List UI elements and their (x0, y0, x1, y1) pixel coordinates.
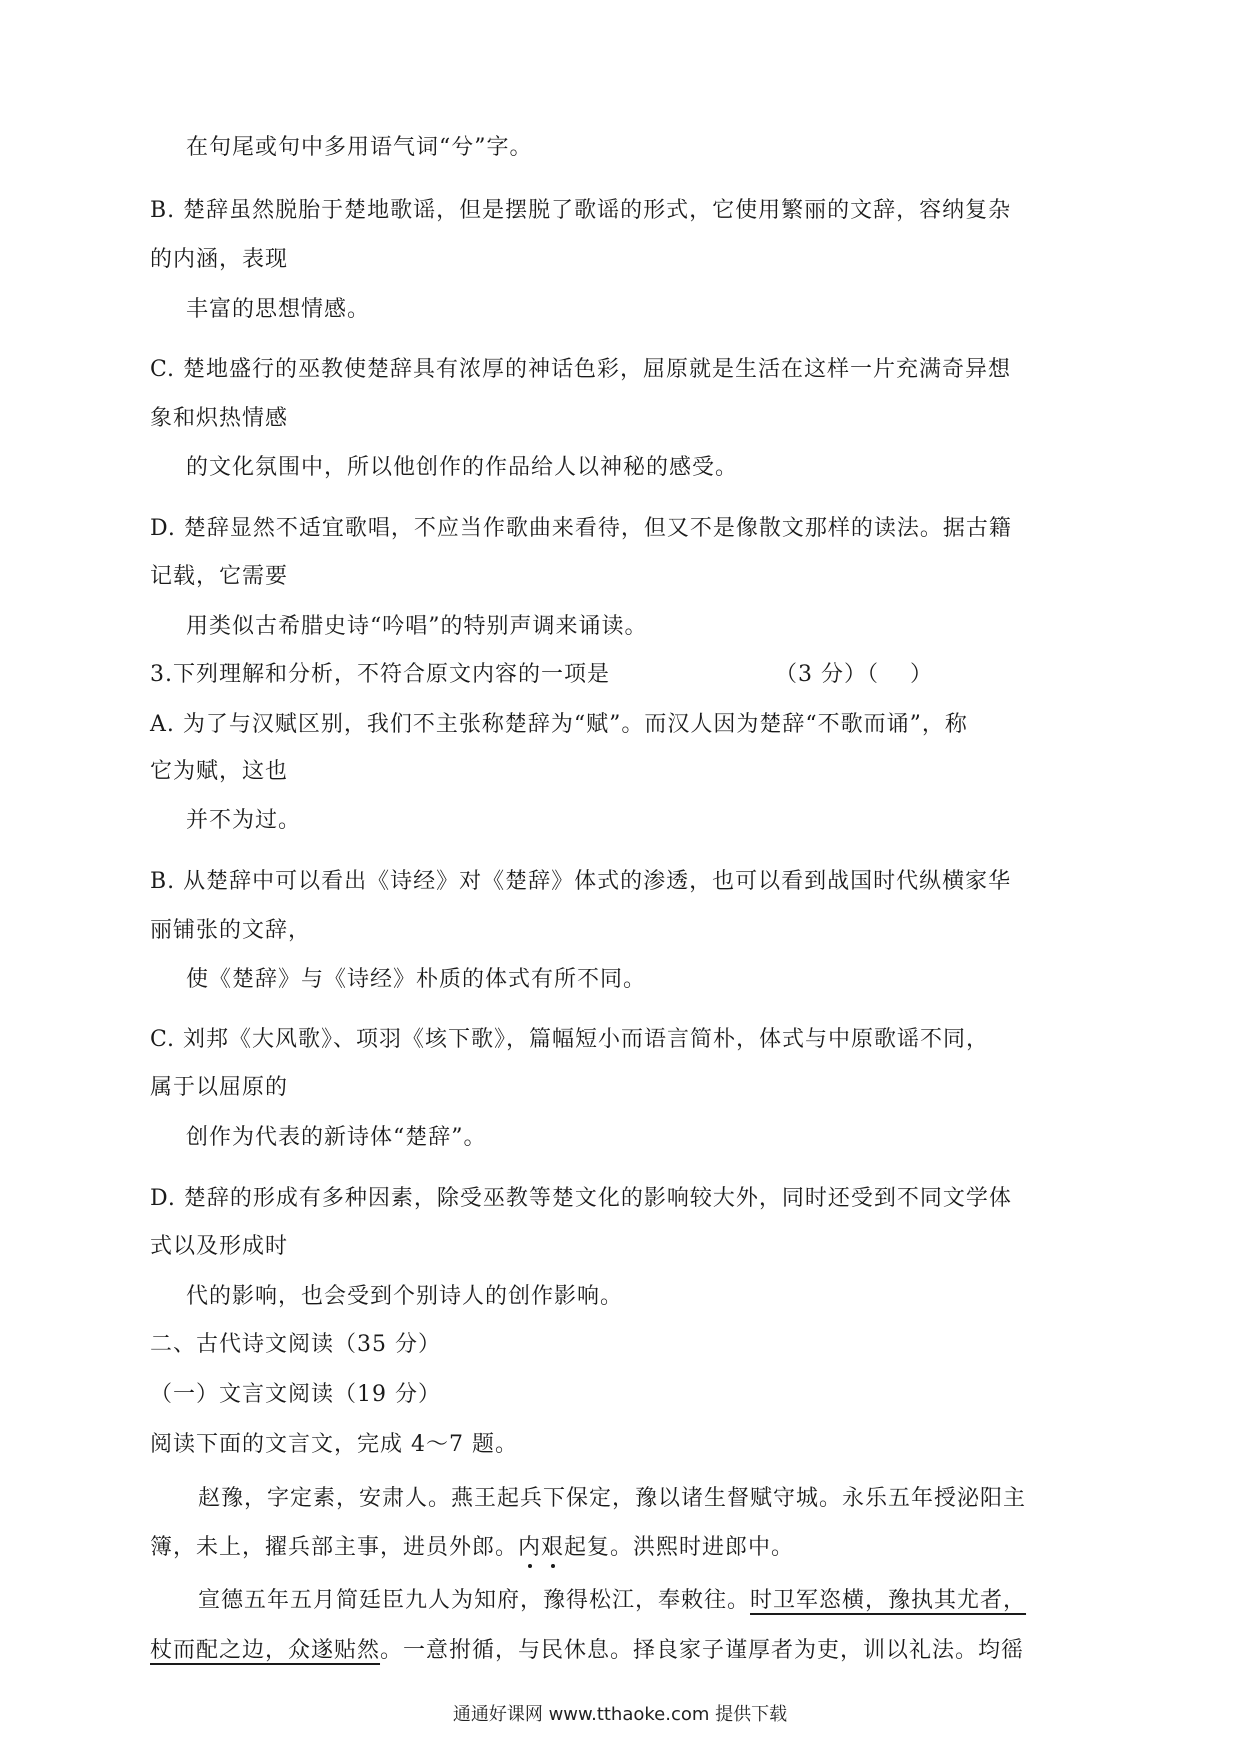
option-d: D. 楚辞的形成有多种因素，除受巫教等楚文化的影响较大外，同时还受到不同文学体 (150, 1186, 1012, 1211)
text-line: 创作为代表的新诗体“楚辞”。 (186, 1125, 487, 1150)
text-line: 的文化氛围中，所以他创作的作品给人以神秘的感受。 (186, 455, 739, 480)
text-line: 属于以屈原的 (150, 1075, 289, 1100)
emphasis-dot-char: 艰 (541, 1535, 565, 1560)
subsection-heading: （一）文言文阅读（19 分） (150, 1382, 441, 1407)
section-heading: 二、古代诗文阅读（35 分） (150, 1332, 441, 1357)
classical-text-line: 赵豫，字定素，安肃人。燕王起兵下保定，豫以诸生督赋守城。永乐五年授泌阳主 (198, 1486, 1027, 1511)
underlined-sentence: 杖而配之边，众遂贴然 (150, 1638, 381, 1663)
text-line: 象和炽热情感 (150, 406, 289, 431)
text-line: C. 楚地盛行的巫教使楚辞具有浓厚的神话色彩，屈原就是生活在这样一片充满奇异想 (150, 357, 1012, 382)
underlined-sentence: 时卫军恣横，豫执其尤者， (750, 1588, 1027, 1613)
option-c: C. 刘邦《大风歌》、项羽《垓下歌》，篇幅短小而语言简朴，体式与中原歌谣不同， (150, 1027, 990, 1052)
classical-text-line: 宣德五年五月简廷臣九人为知府，豫得松江，奉敕往。时卫军恣横，豫执其尤者， (198, 1588, 1027, 1613)
text-line: 记载，它需要 (150, 564, 289, 589)
text-line: 用类似古希腊史诗“吟唱”的特别声调来诵读。 (186, 614, 648, 639)
text-line: 并不为过。 (186, 808, 302, 833)
text-line: 它为赋，这也 (150, 759, 289, 784)
classical-text-line: 杖而配之边，众遂贴然。一意拊循，与民休息。择良家子谨厚者为吏，训以礼法。均徭 (150, 1638, 1025, 1663)
text-line: 丽铺张的文辞， (150, 918, 312, 943)
emphasis-dot-char: 内 (518, 1535, 542, 1560)
question-3-score: （3 分）（ ） (775, 662, 933, 687)
text-line: 在句尾或句中多用语气词“兮”字。 (186, 135, 533, 160)
instruction: 阅读下面的文言文，完成 4～7 题。 (150, 1432, 518, 1457)
text-line: 使《楚辞》与《诗经》朴质的体式有所不同。 (186, 967, 647, 992)
text-line: D. 楚辞显然不适宜歌唱，不应当作歌曲来看待，但又不是像散文那样的读法。据古籍 (150, 516, 1012, 541)
option-b: B. 从楚辞中可以看出《诗经》对《楚辞》体式的渗透，也可以看到战国时代纵横家华 (150, 869, 1012, 894)
question-3-stem: 3.下列理解和分析，不符合原文内容的一项是 (150, 662, 610, 687)
option-a: A. 为了与汉赋区别，我们不主张称楚辞为“赋”。而汉人因为楚辞“不歌而诵”，称 (150, 712, 968, 737)
text-line: 代的影响，也会受到个别诗人的创作影响。 (186, 1284, 624, 1309)
text-line: B. 楚辞虽然脱胎于楚地歌谣，但是摆脱了歌谣的形式，它使用繁丽的文辞，容纳复杂 (150, 198, 1012, 223)
classical-text-line: 簿，未上，擢兵部主事，进员外郎。内艰起复。洪熙时进郎中。 (150, 1535, 795, 1560)
page-footer: 通通好课网 www.tthaoke.com 提供下载 (452, 1704, 788, 1725)
text-line: 的内涵，表现 (150, 247, 289, 272)
text-line: 式以及形成时 (150, 1234, 289, 1259)
text-line: 丰富的思想情感。 (186, 297, 371, 322)
